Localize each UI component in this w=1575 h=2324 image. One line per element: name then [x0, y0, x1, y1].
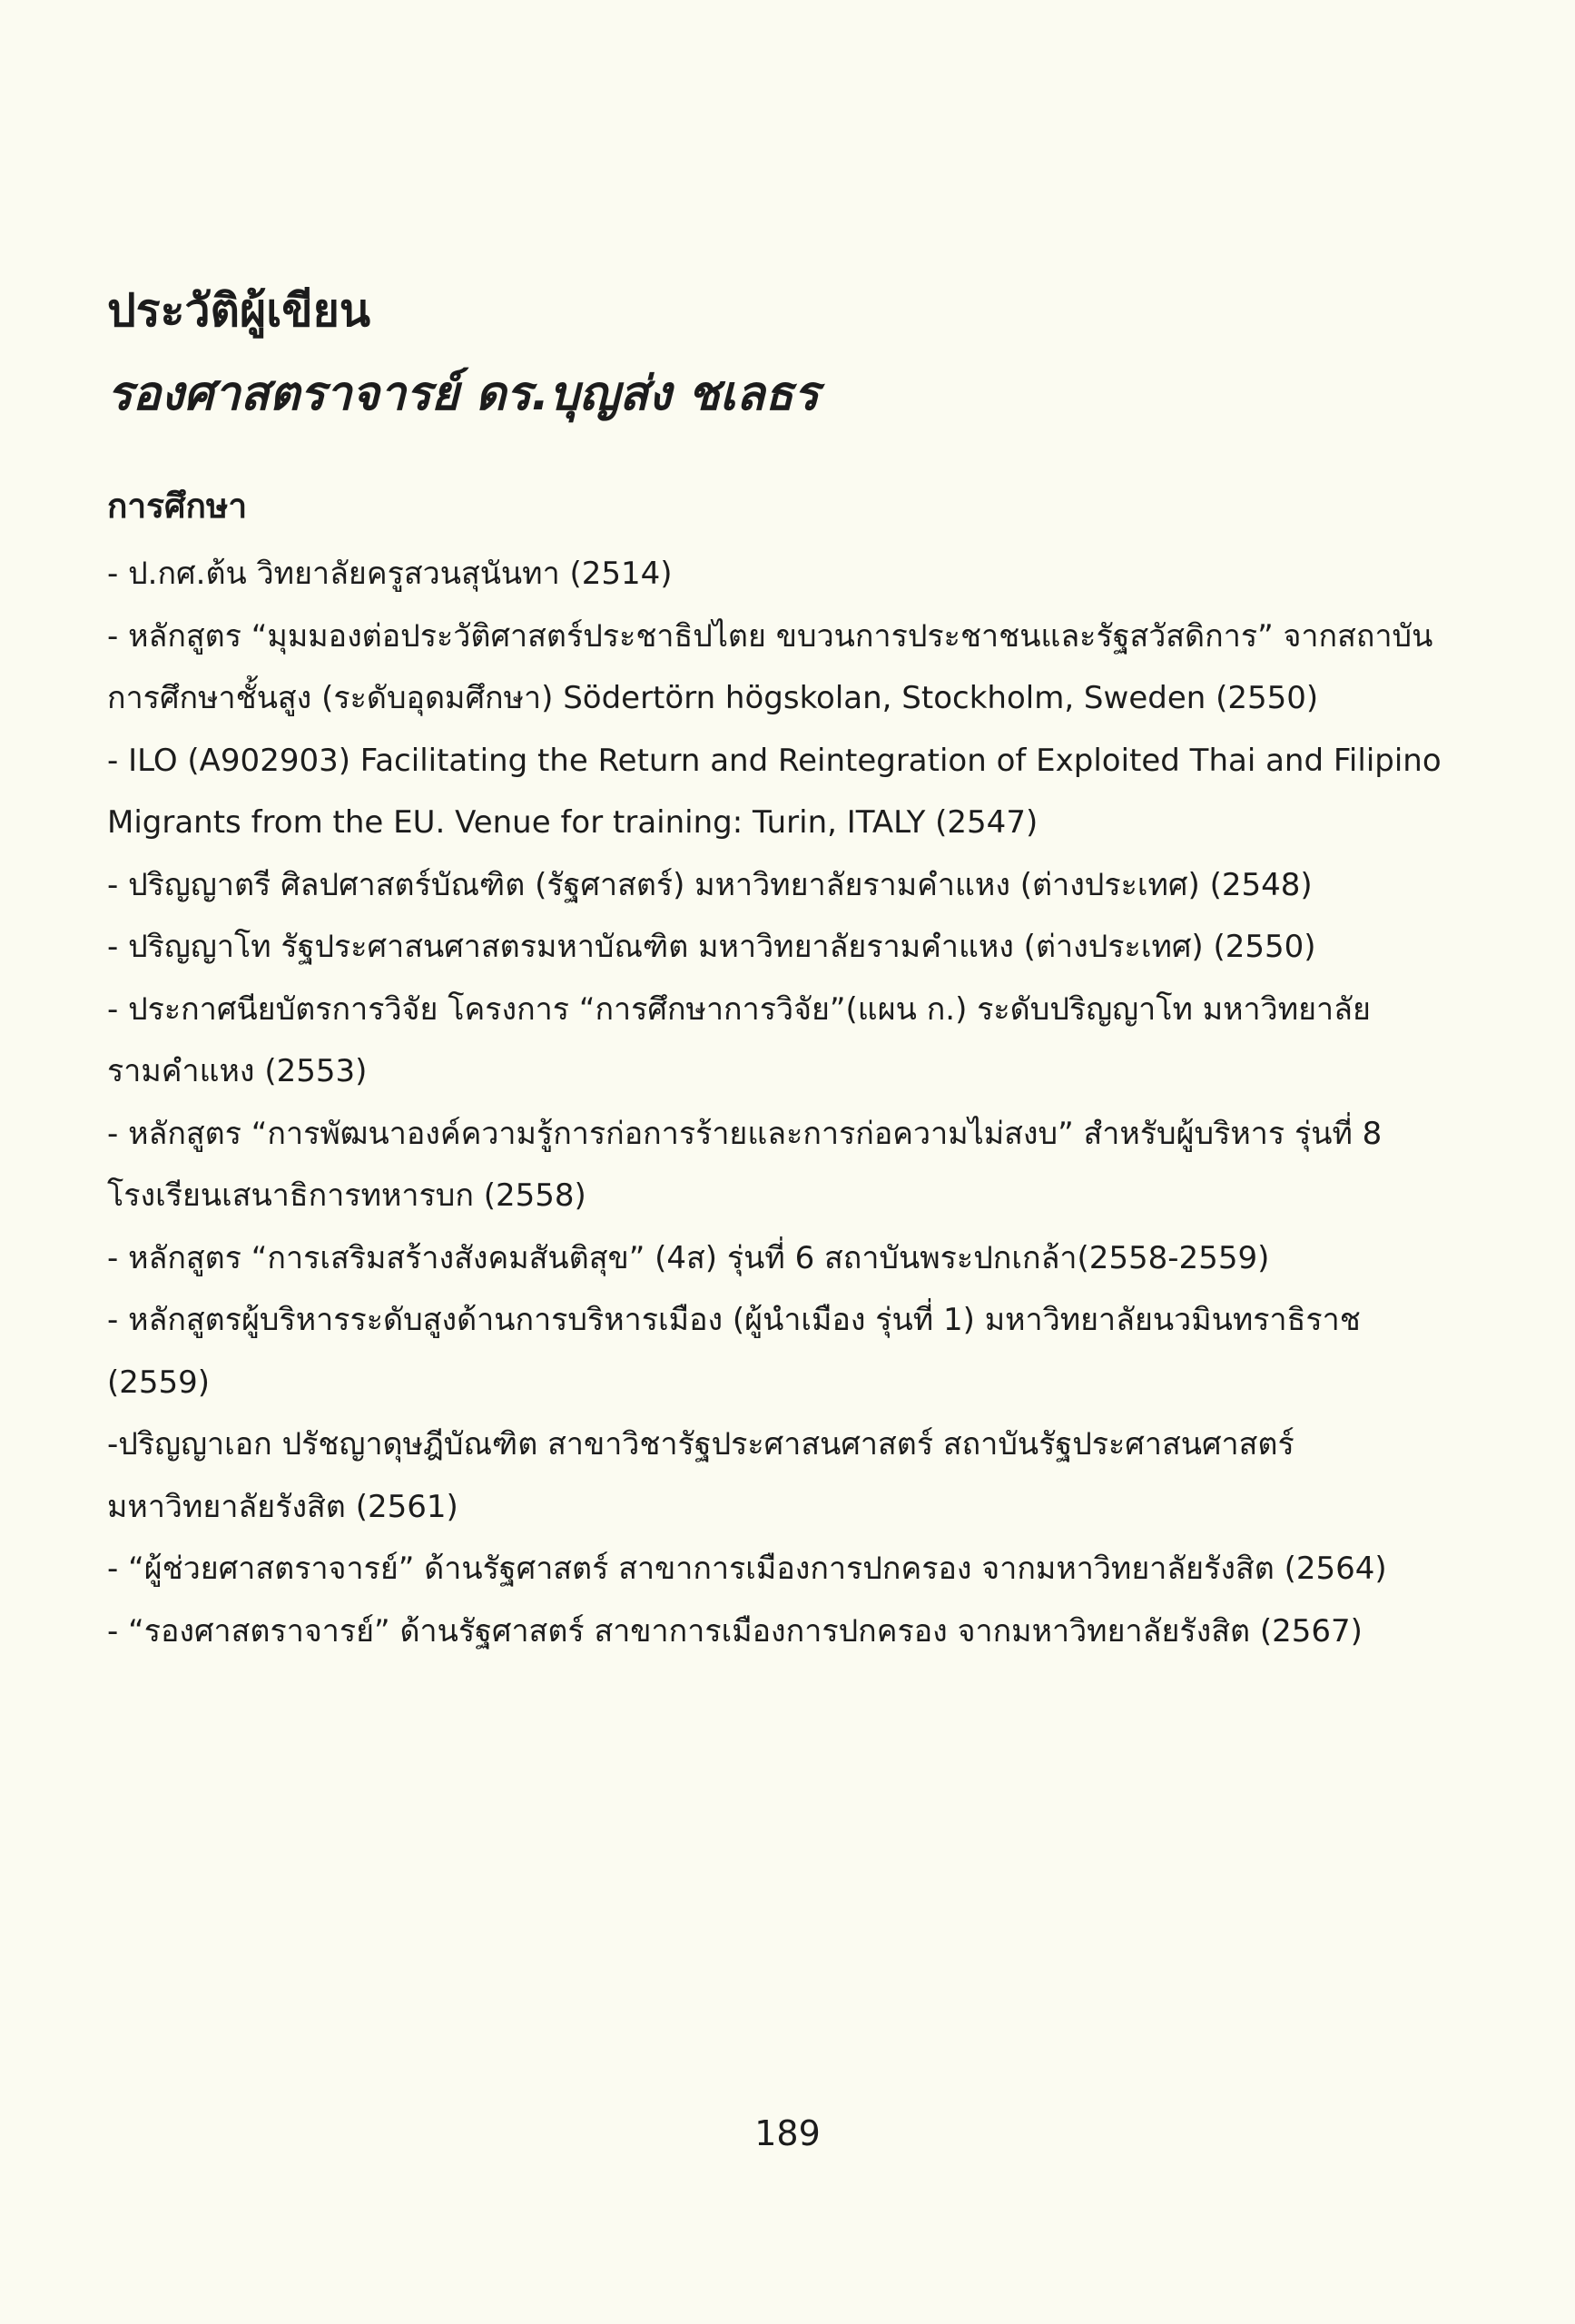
- education-item: - ปริญญาโท รัฐประศาสนศาสตรมหาบัณฑิต มหาวิทยาลัยรามคำแหง (ต่างประเทศ) (2550): [107, 929, 1316, 965]
- education-item: -ปริญญาเอก ปรัชญาดุษฎีบัณฑิต สาขาวิชารัฐประศาสนศาสตร์ สถาบันรัฐประศาสนศาสตร์ มหาวิทยาลัยรังสิต (2561): [107, 1426, 1294, 1525]
- page-number: 189: [754, 2113, 821, 2153]
- education-item: - หลักสูตร “มุมมองต่อประวัติศาสตร์ประชาธิปไตย ขบวนการประชาชนและรัฐสวัสดิการ” จากสถาบันการศึกษาชั้นสูง (ระดับอุดมศึกษา) Södertörn högskolan, Stockholm, Sweden (2550): [107, 617, 1433, 716]
- page-title: ประวัติผู้เขียน: [107, 284, 371, 337]
- education-list: [107, 543, 1451, 1662]
- education-item: - หลักสูตร “การพัฒนาองค์ความรู้การก่อการร้ายและการก่อความไม่สงบ” สำหรับผู้บริหาร รุ่นที่ 8 โรงเรียนเสนาธิการทหารบก (2558): [107, 1115, 1383, 1214]
- education-item: - ประกาศนียบัตรการวิจัย โครงการ “การศึกษาการวิจัย”(แผน ก.) ระดับปริญญาโท มหาวิทยาลัยรามคำแหง (2553): [107, 990, 1371, 1089]
- education-item: - หลักสูตรผู้บริหารระดับสูงด้านการบริหารเมือง (ผู้นำเมือง รุ่นที่ 1) มหาวิทยาลัยนวมินทราธิราช (2559): [107, 1302, 1361, 1401]
- education-item: - หลักสูตร “การเสริมสร้างสังคมสันติสุข” (4ส) รุ่นที่ 6 สถาบันพระปกเกล้า(2558-2559): [107, 1239, 1270, 1276]
- education-item: - “รองศาสตราจารย์” ด้านรัฐศาสตร์ สาขาการเมืองการปกครอง จากมหาวิทยาลัยรังสิต (2567): [107, 1612, 1363, 1649]
- education-item: - ILO (A902903) Facilitating the Return and Reintegration of Exploited Thai and Filipino Migrants from the EU. Venue for training: Turin, ITALY (2547): [107, 742, 1442, 841]
- section-heading-education: การศึกษา: [107, 487, 248, 526]
- education-item: - ป.กศ.ต้น วิทยาลัยครูสวนสุนันทา (2514): [107, 556, 673, 592]
- education-item: - ปริญญาตรี ศิลปศาสตร์บัณฑิต (รัฐศาสตร์) มหาวิทยาลัยรามคำแหง (ต่างประเทศ) (2548): [107, 866, 1313, 903]
- author-name: รองศาสตราจารย์ ดร.บุญส่ง ชเลธร: [107, 367, 820, 421]
- education-item: - “ผู้ช่วยศาสตราจารย์” ด้านรัฐศาสตร์ สาขาการเมืองการปกครอง จากมหาวิทยาลัยรังสิต (2564): [107, 1551, 1387, 1587]
